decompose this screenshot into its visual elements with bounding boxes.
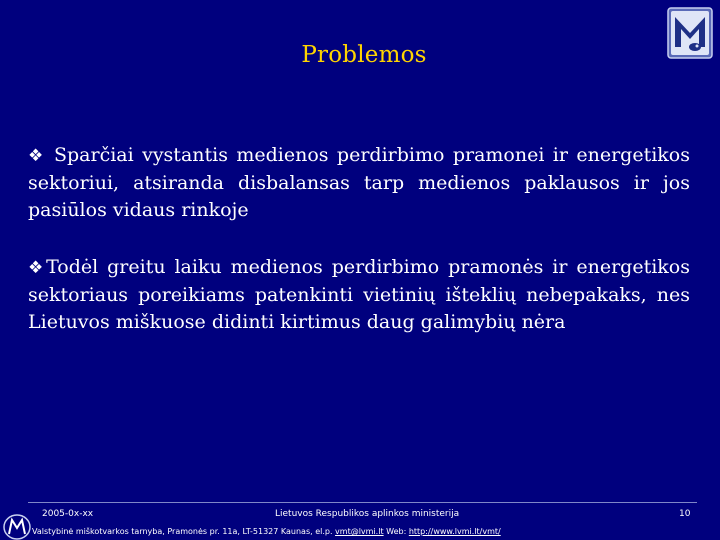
bullet-paragraph-2 <box>28 254 690 336</box>
bullet-paragraph-1 <box>28 142 690 224</box>
slide-title: Problemos <box>301 42 427 68</box>
bullet-marker: ❖ <box>28 258 47 278</box>
footer-web-link[interactable]: http://www.lvmi.lt/vmt/ <box>408 527 501 536</box>
footer-web-label: Web: <box>383 527 409 536</box>
bullet-text-1: Sparčiai vystantis medienos perdirbimo pramonei ir energetikos sektoriui, atsiranda disbalansas tarp medienos paklausos ir jos pasiūlos vidaus rinkoje <box>28 144 690 221</box>
bullet-text-2: Todėl greitu laiku medienos perdirbimo pramonės ir energetikos sektoriaus poreikiams patenkinti vietinių išteklių nebepakaks, nes Lietuvos miškuose didinti kirtimus daug galimybių nėra <box>28 256 690 333</box>
footer-date: 2005-0x-xx <box>42 509 94 519</box>
footer-ministry: Lietuvos Respublikos aplinkos ministerija <box>275 509 460 519</box>
footer-page-number: 10 <box>679 509 691 519</box>
organization-logo-icon <box>667 7 713 59</box>
bullet-marker: ❖ <box>28 146 46 166</box>
footer-address <box>32 527 501 536</box>
footer-email-link[interactable]: vmt@lvmi.lt <box>335 527 384 536</box>
footer-divider <box>28 502 697 503</box>
footer-address-text: Valstybinė miškotvarkos tarnyba, Pramonės pr. 11a, LT-51327 Kaunas, el.p. <box>32 527 336 536</box>
forestry-service-logo-icon <box>2 512 32 540</box>
